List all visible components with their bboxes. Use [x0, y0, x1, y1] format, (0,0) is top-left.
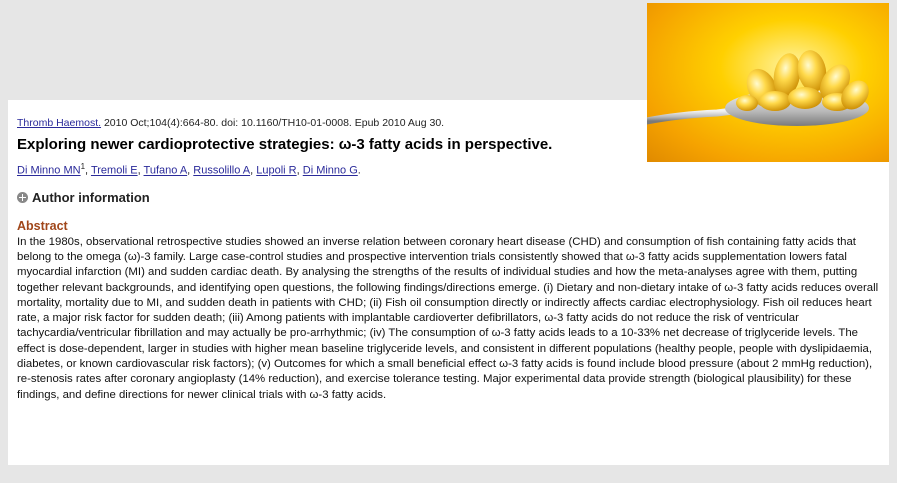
author-affiliation-marker: 1	[80, 162, 86, 171]
author-link[interactable]: Tremoli E	[90, 164, 138, 177]
author-link[interactable]: Di Minno MN	[17, 164, 81, 177]
author-information-toggle[interactable]	[17, 190, 879, 205]
journal-link[interactable]: Thromb Haemost.	[17, 117, 102, 129]
expand-plus-icon	[17, 192, 28, 203]
author-list: Di Minno $MN^1$, Tremoli E, Tufano A, Russolillo A, Lupoli R, Di Minno G.	[17, 162, 361, 177]
author-information-label: Author information	[32, 189, 150, 205]
abstract-text: In the 1980s, observational retrospective studies showed an inverse relation between coronary heart disease (CHD) and consumption of fish containing fatty acids that belong to the omega (ω)-3 family. Large case-control studies and prospective intervention trials consistently showed that ω-3 fatty acids supplementation lowers fatal myocardial infarction (MI) and sudden cardiac death. By analysing the strengths of the results of individual studies and how the meta-analyses agree with them, putting together relevant backgrounds, and identifying open questions, the following findings/directions emerge. (i) Dietary and non-dietary intake of ω-3 fatty acids reduces overall mortality, mortality due to MI, and sudden death in patients with CHD; (ii) Fish oil consumption directly or indirectly affects cardiac electrophysiology. Fish oil reduces heart rate, a major risk factor for sudden death; (iii) Among patients with implantable cardioverter defibrillators, ω-3 fatty acids do not reduce the risk of ventricular tachycardia/ventricular fibrillation and may actually be pro-arrhythmic; (iv) The consumption of ω-3 fatty acids leads to a 10-33% net decrease of triglyceride levels. The effect is dose-dependent, larger in studies with higher mean baseline triglyceride levels, and consistent in different populations (healthy people, people with dyslipidaemia, diabetes, or known cardiovascular risk factors); (v) Outcomes for which a small beneficial effect ω-3 fatty acids is found include blood pressure (about 2 mmHg reduction), re-stenosis rates after coronary angioplasty (14% reduction), and exercise tolerance testing. Major experimental data provide strength (biological plausibility) for these findings, and define directions for newer clinical trials with ω-3 fatty acids.	[17, 235, 879, 401]
article-title: Exploring newer cardioprotective strategies: ω-3 fatty acids in perspective.	[17, 136, 553, 153]
author-link[interactable]: Di Minno G	[302, 164, 358, 177]
citation-details: 2010 Oct;104(4):664-80. doi: 10.1160/TH10-01-0008. Epub 2010 Aug 30.	[101, 117, 445, 129]
author-link[interactable]: Russolillo A	[193, 164, 251, 177]
author-link[interactable]: Tufano A	[143, 164, 188, 177]
author-link[interactable]: Lupoli R	[256, 164, 297, 177]
spoon-capsules-illustration	[647, 3, 889, 162]
abstract-heading: Abstract	[17, 218, 68, 233]
fish-oil-capsules-photo	[647, 3, 889, 162]
